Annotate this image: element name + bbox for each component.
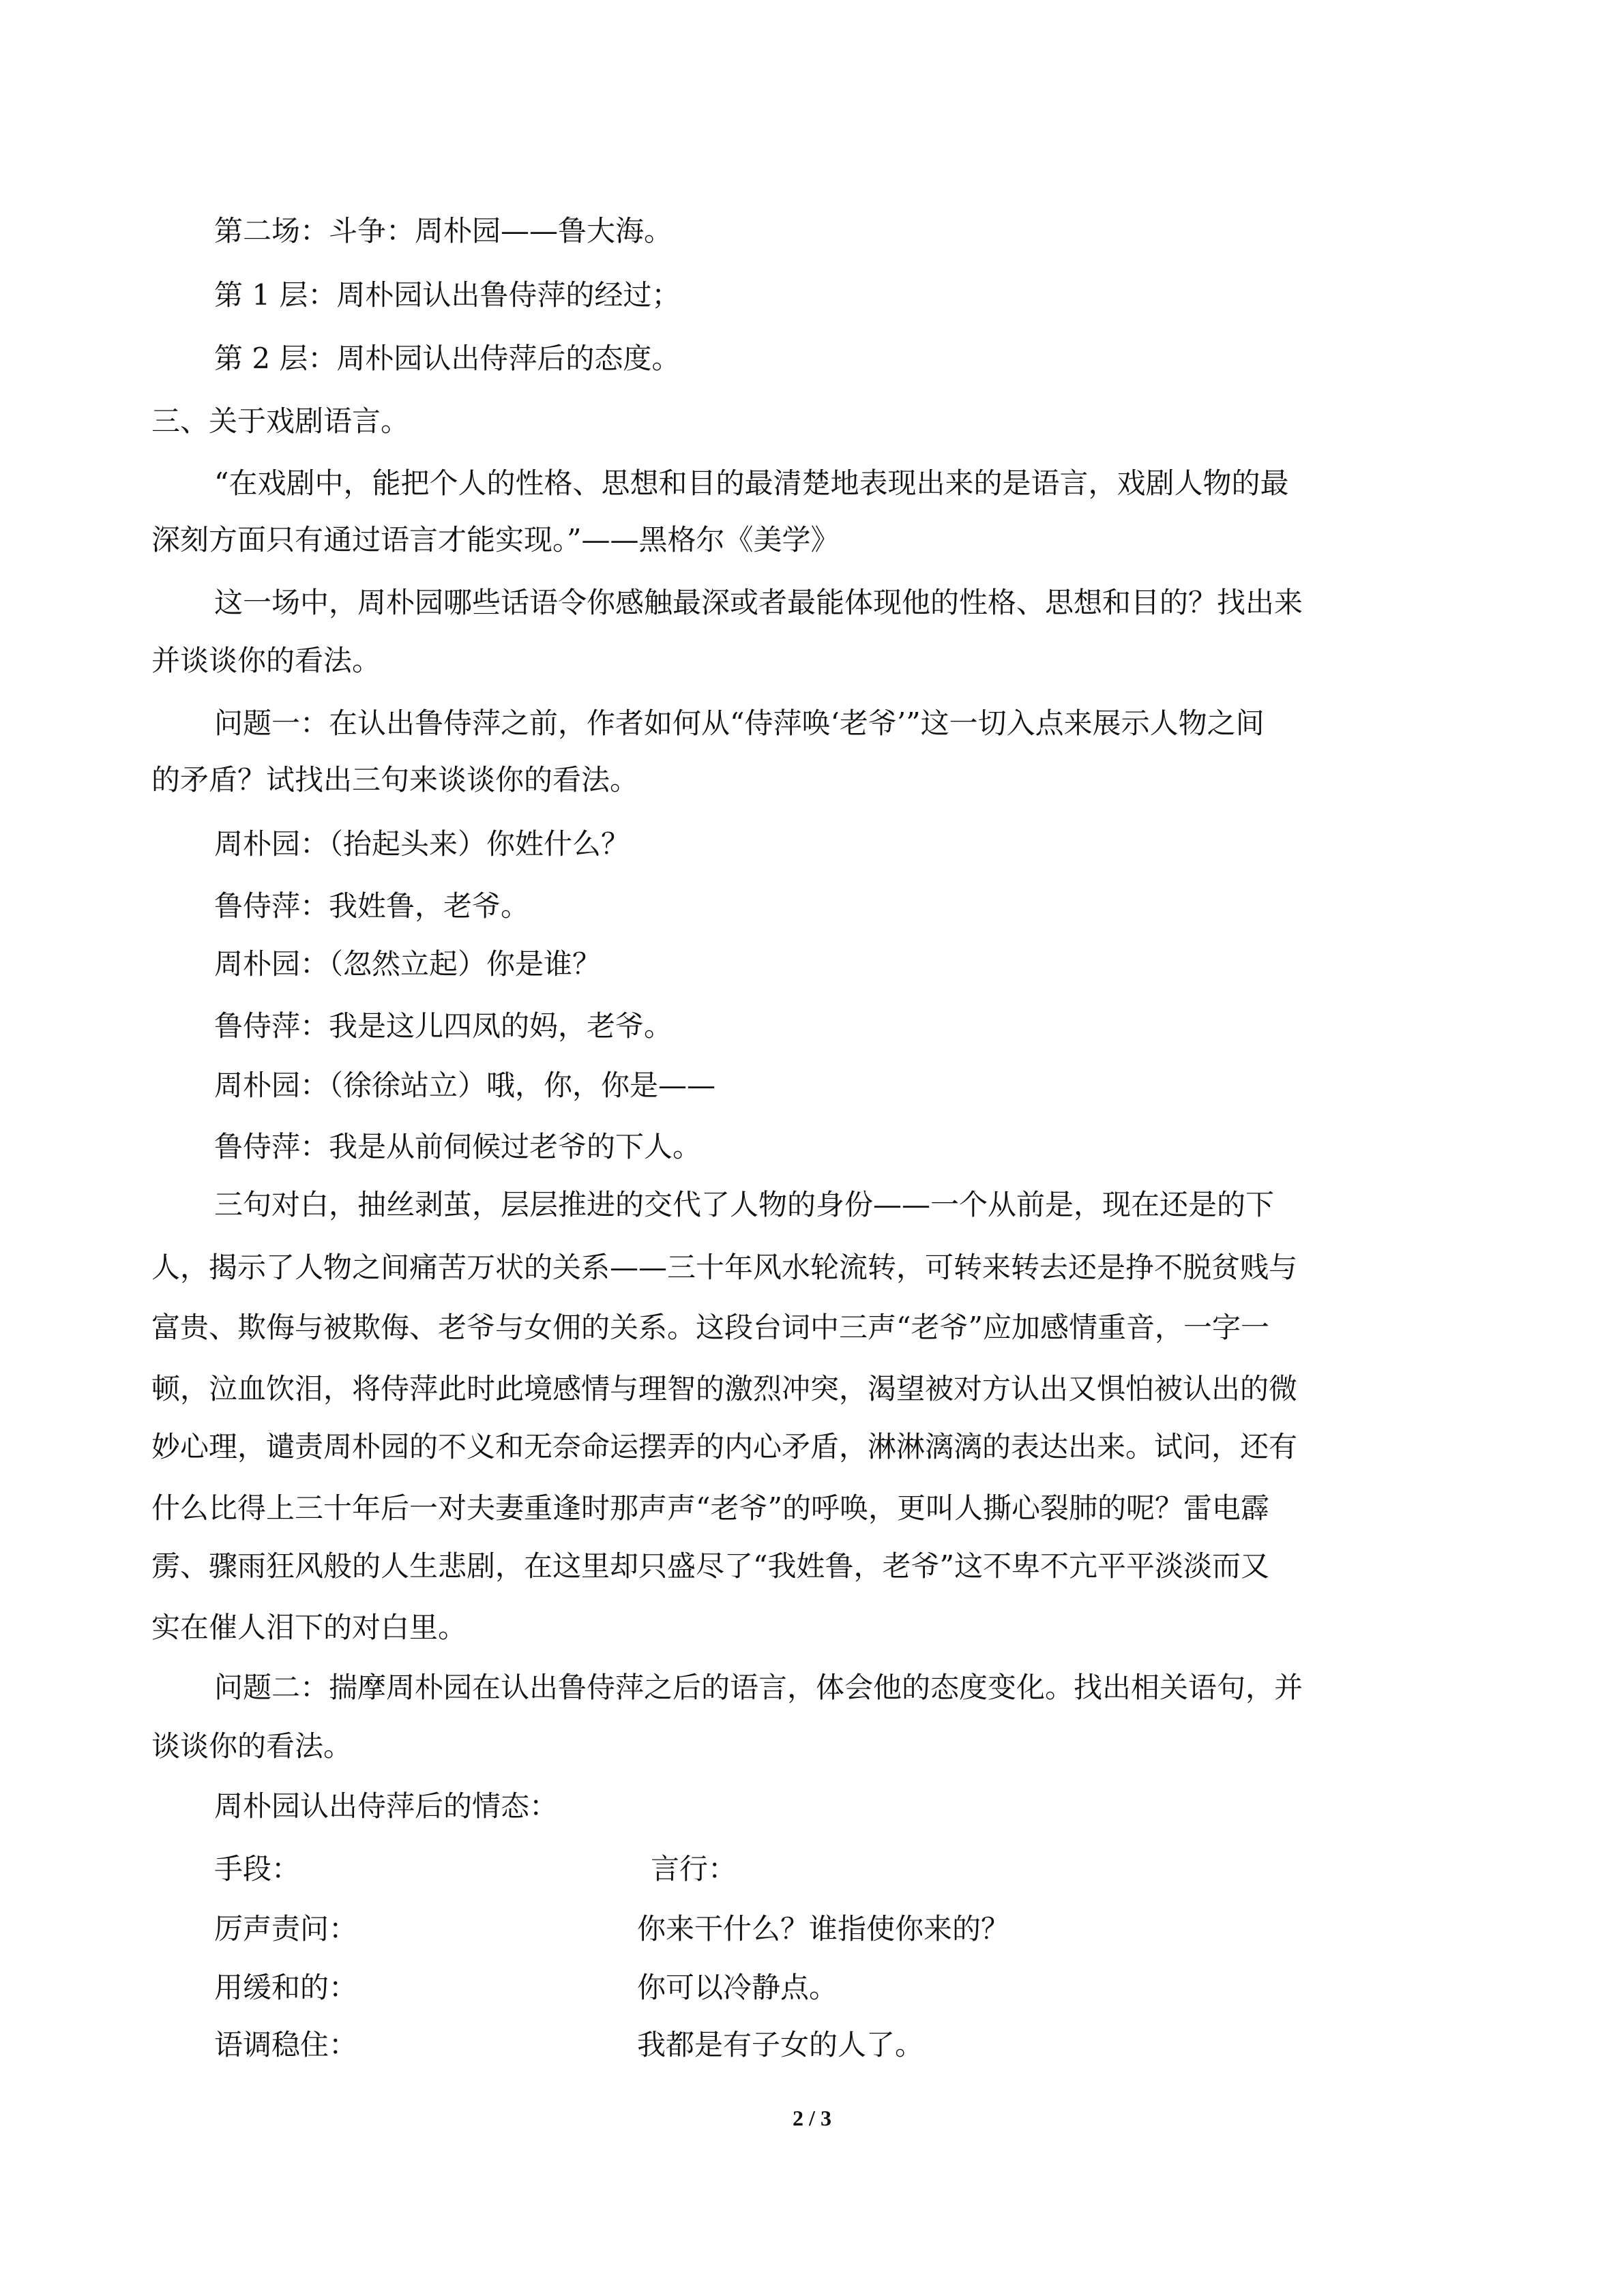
- dialogue-line: 鲁侍萍：我是从前伺候过老爷的下人。: [214, 1130, 702, 1163]
- text-line: “在戏剧中，能把个人的性格、思想和目的最清楚地表现出来的是语言，戏剧人物的最: [214, 466, 1289, 500]
- table-row: [214, 1968, 1475, 2008]
- text-line: 实在催人泪下的对白里。: [151, 1611, 467, 1644]
- text-line: 谈谈你的看法。: [151, 1729, 353, 1763]
- page-number: 2 / 3: [793, 2106, 831, 2130]
- question-one: 问题一：在认出鲁侍萍之前，作者如何从“侍萍唤‘老爷’”这一切入点来展示人物之间: [214, 706, 1265, 740]
- text-line: 这一场中，周朴园哪些话语令你感触最深或者最能体现他的性格、思想和目的？找出来: [214, 586, 1303, 619]
- dialogue-line: 周朴园：（徐徐站立）哦，你，你是——: [214, 1069, 716, 1102]
- dialogue-line: 鲁侍萍：我是这儿四凤的妈，老爷。: [214, 1009, 673, 1043]
- table-cell-speech: 你可以冷静点。: [637, 1971, 838, 2004]
- table-row: [214, 1849, 1475, 1889]
- dialogue-line: 周朴园：（抬起头来）你姓什么？: [214, 827, 630, 861]
- text-line: 第 2 层：周朴园认出侍萍后的态度。: [214, 342, 681, 375]
- table-cell-speech: 言行：: [651, 1852, 737, 1885]
- text-line: 周朴园认出侍萍后的情态：: [214, 1789, 559, 1823]
- text-line: 并谈谈你的看法。: [151, 644, 381, 677]
- text-line: 第二场：斗争：周朴园——鲁大海。: [214, 214, 673, 248]
- table-cell-speech: 你来干什么？谁指使你来的？: [637, 1912, 1010, 1945]
- table-cell-method: 手段：: [214, 1852, 301, 1885]
- text-line: 第 1 层：周朴园认出鲁侍萍的经过；: [214, 278, 681, 312]
- text-line: 妙心理，谴责周朴园的不义和无奈命运摆弄的内心矛盾，淋淋漓漓的表达出来。试问，还有: [151, 1430, 1298, 1463]
- text-line: 顿，泣血饮泪，将侍萍此时此境感情与理智的激烈冲突，渴望被对方认出又惧怕被认出的微: [151, 1372, 1298, 1405]
- section-heading: 三、关于戏剧语言。: [151, 404, 410, 438]
- text-line: 的矛盾？试找出三句来谈谈你的看法。: [151, 763, 639, 796]
- table-row: [214, 2025, 1475, 2065]
- table-cell-method: 语调稳住：: [214, 2028, 358, 2061]
- dialogue-line: 周朴园：（忽然立起）你是谁？: [214, 947, 602, 981]
- table-row: [214, 1909, 1475, 1949]
- text-line: 什么比得上三十年后一对夫妻重逢时那声声“老爷”的呼唤，更叫人撕心裂肺的呢？雷电霹: [151, 1491, 1269, 1525]
- text-line: 人，揭示了人物之间痛苦万状的关系——三十年风水轮流转，可转来转去还是挣不脱贫贱与: [151, 1251, 1298, 1284]
- dialogue-line: 鲁侍萍：我姓鲁，老爷。: [214, 889, 530, 923]
- text-line: 富贵、欺侮与被欺侮、老爷与女佣的关系。这段台词中三声“老爷”应加感情重音，一字一: [151, 1311, 1269, 1344]
- text-line: 深刻方面只有通过语言才能实现。”——黑格尔《美学》: [151, 523, 840, 556]
- text-line: 雳、骤雨狂风般的人生悲剧，在这里却只盛尽了“我姓鲁，老爷”这不卑不亢平平淡淡而又: [151, 1549, 1269, 1583]
- text-line: 三句对白，抽丝剥茧，层层推进的交代了人物的身份——一个从前是，现在还是的下: [214, 1188, 1275, 1221]
- question-two: 问题二：揣摩周朴园在认出鲁侍萍之后的语言，体会他的态度变化。找出相关语句，并: [214, 1671, 1303, 1704]
- table-cell-method: 用缓和的：: [214, 1971, 358, 2004]
- table-cell-speech: 我都是有子女的人了。: [637, 2028, 924, 2061]
- table-cell-method: 厉声责问：: [214, 1912, 358, 1945]
